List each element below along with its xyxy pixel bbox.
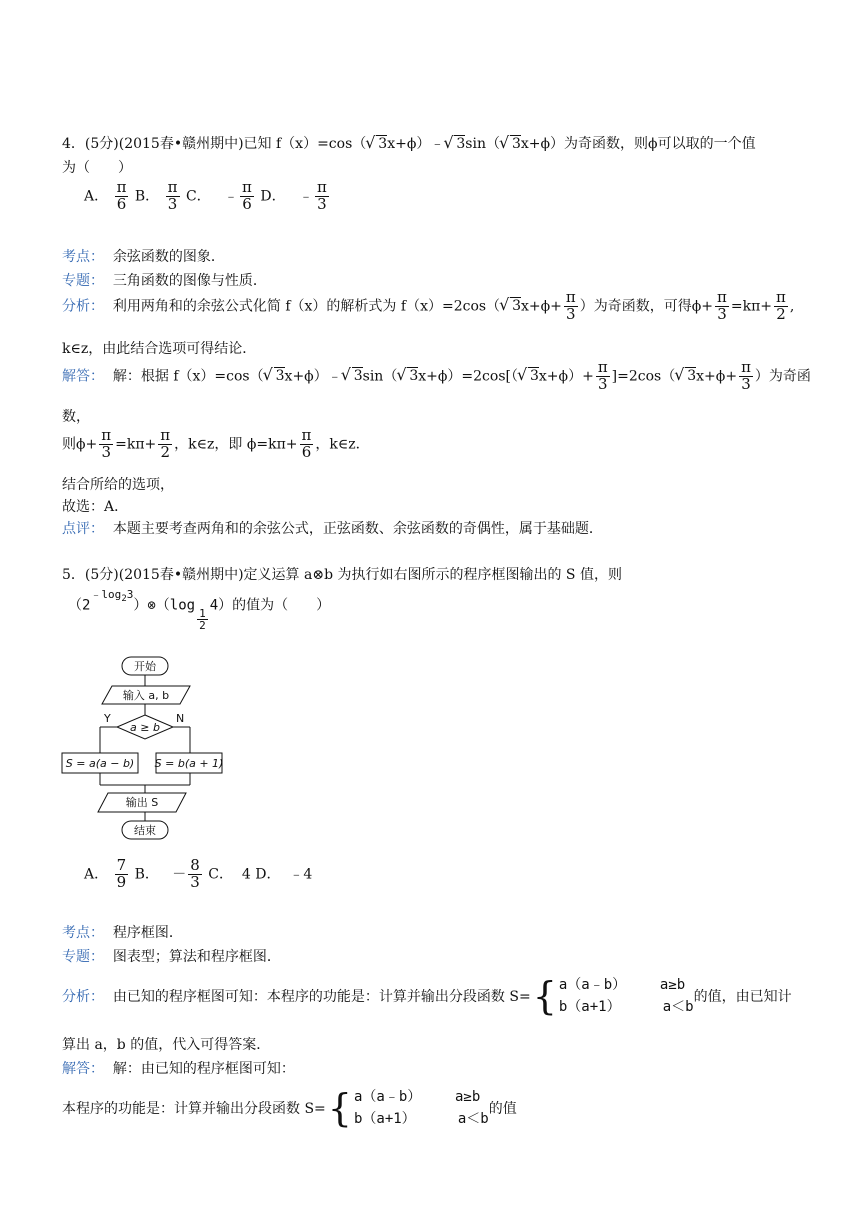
q4-dianping: 点评： 本题主要考查两角和的余弦公式，正弦函数、余弦函数的奇偶性，属于基础题．: [62, 521, 603, 537]
svg-text:Y: Y: [104, 712, 111, 725]
q5-expression: $(2^{﹣log_23})\otimes(\log$ $\frac{1}{2}$ 4）的值为（ ）: [68, 588, 331, 633]
q5-stem: 5．(5分)(2015春•赣州期中)定义运算 a⊗b 为执行如右图所示的程序框图输出的 S 值，则: [62, 567, 622, 583]
q4-jieda-line5: 故选：A．: [62, 499, 129, 515]
flowchart: [60, 655, 230, 845]
q4-options: A． $\frac{\pi}{6}$ B． $\frac{\pi}{3}$ C． ﹣ $\frac{\pi}{6}$ D． ﹣ $\frac{\pi}{3}$: [84, 178, 327, 213]
q5-jieda-line2: 本程序的功能是：计算并输出分段函数 S= { a（a﹣b） a≥b b（a+1） a＜b 的值: [62, 1086, 517, 1130]
q4-jieda-line4: 结合所给的选项，: [62, 477, 174, 493]
q4-kaodian: 考点： 余弦函数的图象．: [62, 249, 225, 265]
q5-fenxi-line2: 算出 a，b 的值，代入可得答案．: [62, 1037, 271, 1053]
q4-jieda: 解答： 解：根据 f（x）=cos（√ 3x+ϕ）﹣√ 3sin（√ 3x+ϕ）=2cos[（√ 3x+ϕ）+ $\frac{\pi}{3}$ ]=2cos（√ 3x+ϕ+ $\frac{\pi}{3}$ ）为奇函: [62, 360, 811, 393]
q4-zhuanti: 专题： 三角函数的图像与性质．: [62, 273, 267, 289]
svg-text:输出 S: 输出 S: [125, 796, 159, 809]
svg-text:a ≥ b: a ≥ b: [130, 721, 160, 734]
svg-text:输入 a, b: 输入 a, b: [122, 689, 170, 702]
q4-jieda-line3: 则ϕ+ $\frac{\pi}{3}$ =kπ+ $\frac{\pi}{2}$ ，k∈z，即 ϕ=kπ+ $\frac{\pi}{6}$ ，k∈z．: [62, 426, 370, 461]
svg-text:S = b(a + 1): S = b(a + 1): [154, 757, 224, 770]
q5-fenxi: 分析： 由已知的程序框图可知：本程序的功能是：计算并输出分段函数 S= { a（a﹣b） a≥b b（a+1） a＜b 的值，由已知计: [62, 974, 792, 1018]
q4-fenxi-line2: k∈z，由此结合选项可得结论．: [62, 341, 257, 357]
q4-fenxi: 分析： 利用两角和的余弦公式化简 f（x）的解析式为 f（x）=2cos（√ 3x+ϕ+ $\frac{\pi}{3}$ ）为奇函数，可得ϕ+ $\frac{\pi}{3}$ =kπ+ $\frac{\pi}{2}$ ,: [62, 290, 794, 323]
svg-text:S = a(a − b): S = a(a − b): [65, 757, 135, 770]
q5-kaodian: 考点： 程序框图．: [62, 925, 183, 941]
q5-zhuanti: 专题： 图表型；算法和程序框图．: [62, 949, 281, 965]
svg-text:开始: 开始: [134, 660, 156, 673]
piecewise: a（a﹣b） a≥b b（a+1） a＜b: [558, 977, 694, 1015]
sqrt-3: √ 3: [376, 135, 387, 152]
svg-text:N: N: [176, 712, 185, 725]
q5-options: A． $\frac{7}{9}$ B． － $\frac{8}{3}$ C． 4 D． ﹣4: [84, 856, 313, 891]
q4-stem: 4．(5分)(2015春•赣州期中)已知 f（x）=cos（√ 3x+ϕ）﹣√ 3sin（√ 3x+ϕ）为奇函数，则ϕ可以取的一个值: [62, 133, 756, 153]
q4-stem-line2: 为（ ）: [62, 160, 132, 176]
svg-text:结束: 结束: [134, 824, 156, 837]
q5-jieda: 解答： 解：由已知的程序框图可知：: [62, 1061, 295, 1077]
q4-jieda-line2: 数，: [62, 409, 90, 425]
